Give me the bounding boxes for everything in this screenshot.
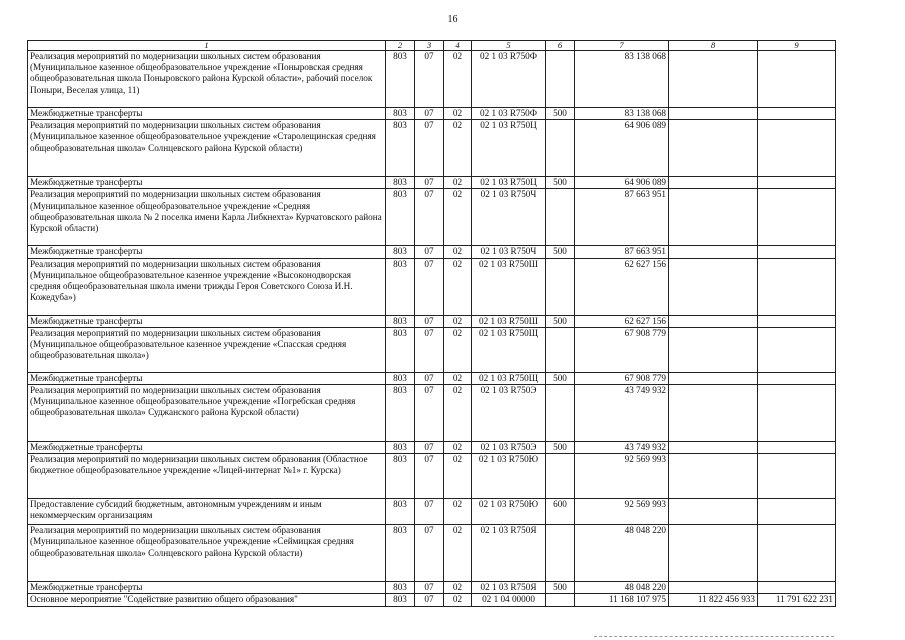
cell-amount-2024: 64 906 089 [575,177,669,189]
cell-amount-2024: 83 138 068 [575,51,669,108]
cell-amount-2025 [669,258,758,315]
cell-target-article: 02 1 03 R750Щ [472,372,546,384]
cell-expense-type [546,51,575,108]
cell-target-article: 02 1 03 R750Ч [472,246,546,258]
cell-amount-2026 [758,454,836,499]
column-number-7: 7 [575,41,669,51]
cell-subsection: 02 [444,442,472,454]
column-number-8: 8 [669,41,758,51]
cell-target-article: 02 1 03 R750Ф [472,108,546,120]
cell-expense-type: 500 [546,246,575,258]
cell-ministry: 803 [386,372,415,384]
cell-amount-2026 [758,51,836,108]
cell-amount-2025 [669,108,758,120]
cell-description: Реализация мероприятий по модернизации школьных систем образования (Областное бюджетное общеобразовательное учреждение «Лицей-интернат №1» г. Курска) [28,454,386,499]
cell-amount-2025 [669,177,758,189]
cell-description: Межбюджетные трансферты [28,246,386,258]
cell-amount-2025 [669,582,758,594]
cell-amount-2026 [758,246,836,258]
cell-description: Межбюджетные трансферты [28,177,386,189]
cell-ministry: 803 [386,189,415,246]
cell-expense-type [546,258,575,315]
cell-description: Межбюджетные трансферты [28,108,386,120]
cell-target-article: 02 1 03 R750Э [472,442,546,454]
cell-amount-2025 [669,315,758,327]
table-row [28,594,836,606]
cell-ministry: 803 [386,442,415,454]
cell-section: 07 [415,51,444,108]
cell-amount-2026 [758,189,836,246]
cell-target-article: 02 1 03 R750Ц [472,120,546,177]
cell-subsection: 02 [444,525,472,582]
column-number-row [28,41,836,51]
cell-amount-2026 [758,177,836,189]
column-number-1: 1 [28,41,386,51]
cell-ministry: 803 [386,499,415,525]
column-number-6: 6 [546,41,575,51]
cell-description: Реализация мероприятий по модернизации школьных систем образования (Муниципальное казенное общеобразовательное учреждение «Старолещинская средняя общеобразовательная школа» Солнцевского района Курской области) [28,120,386,177]
table-row [28,372,836,384]
cell-subsection: 02 [444,108,472,120]
cell-amount-2024: 11 168 107 975 [575,594,669,606]
cell-amount-2024: 87 663 951 [575,246,669,258]
cell-target-article: 02 1 03 R750Ш [472,258,546,315]
cell-section: 07 [415,525,444,582]
cell-amount-2024: 92 569 993 [575,454,669,499]
cell-ministry: 803 [386,594,415,606]
cell-amount-2026 [758,525,836,582]
cell-subsection: 02 [444,120,472,177]
table-row [28,189,836,246]
table-row [28,454,836,499]
cell-expense-type: 500 [546,372,575,384]
cell-amount-2024: 92 569 993 [575,499,669,525]
cell-description: Реализация мероприятий по модернизации школьных систем образования (Муниципальное общеобразовательное казенное учреждение «Спасская средняя общеобразовательная школа») [28,327,386,372]
cell-amount-2026 [758,582,836,594]
cell-amount-2024: 62 627 156 [575,315,669,327]
table-row [28,499,836,525]
cell-subsection: 02 [444,594,472,606]
table-row [28,258,836,315]
cell-ministry: 803 [386,108,415,120]
cell-subsection: 02 [444,582,472,594]
cell-amount-2024: 48 048 220 [575,582,669,594]
table-row [28,108,836,120]
column-number-5: 5 [472,41,546,51]
cell-ministry: 803 [386,315,415,327]
cell-ministry: 803 [386,246,415,258]
cell-description: Реализация мероприятий по модернизации школьных систем образования (Муниципальное казенное общеобразовательное учреждение «Погребская средняя общеобразовательная школа» Суджанского района Курской области) [28,385,386,442]
cell-amount-2025 [669,525,758,582]
cell-section: 07 [415,372,444,384]
table-row [28,177,836,189]
cell-section: 07 [415,258,444,315]
cell-section: 07 [415,120,444,177]
cell-target-article: 02 1 03 R750Ч [472,189,546,246]
cell-amount-2026 [758,120,836,177]
cell-description: Межбюджетные трансферты [28,372,386,384]
cell-expense-type: 500 [546,582,575,594]
scan-artifact-line [594,636,834,638]
cell-amount-2024: 43 749 932 [575,385,669,442]
cell-target-article: 02 1 03 R750Я [472,525,546,582]
cell-section: 07 [415,582,444,594]
cell-amount-2024: 83 138 068 [575,108,669,120]
cell-amount-2024: 64 906 089 [575,120,669,177]
cell-subsection: 02 [444,51,472,108]
cell-subsection: 02 [444,499,472,525]
cell-amount-2025 [669,189,758,246]
table-row [28,246,836,258]
cell-subsection: 02 [444,258,472,315]
cell-ministry: 803 [386,177,415,189]
cell-target-article: 02 1 03 R750Ф [472,51,546,108]
cell-target-article: 02 1 03 R750Ю [472,499,546,525]
cell-amount-2025 [669,454,758,499]
cell-ministry: 803 [386,582,415,594]
cell-section: 07 [415,315,444,327]
table-row [28,525,836,582]
cell-expense-type [546,120,575,177]
cell-amount-2025: 11 822 456 933 [669,594,758,606]
cell-section: 07 [415,442,444,454]
cell-expense-type [546,594,575,606]
cell-amount-2024: 67 908 779 [575,372,669,384]
cell-amount-2026 [758,372,836,384]
cell-description: Основное мероприятие "Содействие развитию общего образования" [28,594,386,606]
column-number-3: 3 [415,41,444,51]
cell-ministry: 803 [386,385,415,442]
cell-expense-type: 500 [546,108,575,120]
cell-target-article: 02 1 03 R750Ц [472,177,546,189]
cell-subsection: 02 [444,372,472,384]
cell-amount-2025 [669,246,758,258]
cell-subsection: 02 [444,385,472,442]
cell-expense-type: 500 [546,315,575,327]
cell-amount-2026 [758,258,836,315]
cell-target-article: 02 1 03 R750Ю [472,454,546,499]
cell-expense-type [546,385,575,442]
cell-amount-2025 [669,51,758,108]
column-number-4: 4 [444,41,472,51]
cell-amount-2026 [758,108,836,120]
cell-description: Межбюджетные трансферты [28,582,386,594]
column-number-9: 9 [758,41,836,51]
cell-target-article: 02 1 03 R750Ш [472,315,546,327]
column-number-2: 2 [386,41,415,51]
cell-amount-2025 [669,372,758,384]
cell-description: Межбюджетные трансферты [28,442,386,454]
cell-ministry: 803 [386,258,415,315]
cell-description: Реализация мероприятий по модернизации школьных систем образования (Муниципальное казенное общеобразовательное учреждение «Средняя общеобразовательная школа № 2 поселка имени Карла Либкнехта» Курчатовского района Курской области) [28,189,386,246]
cell-subsection: 02 [444,189,472,246]
cell-ministry: 803 [386,120,415,177]
cell-target-article: 02 1 03 R750Э [472,385,546,442]
table-row [28,120,836,177]
cell-amount-2024: 48 048 220 [575,525,669,582]
cell-expense-type: 500 [546,177,575,189]
cell-amount-2026: 11 791 622 231 [758,594,836,606]
cell-expense-type [546,454,575,499]
cell-section: 07 [415,246,444,258]
cell-section: 07 [415,594,444,606]
cell-subsection: 02 [444,315,472,327]
cell-amount-2026 [758,499,836,525]
cell-section: 07 [415,499,444,525]
cell-expense-type [546,189,575,246]
cell-expense-type [546,525,575,582]
cell-amount-2025 [669,120,758,177]
cell-amount-2025 [669,499,758,525]
cell-target-article: 02 1 04 00000 [472,594,546,606]
table-row [28,327,836,372]
cell-description: Межбюджетные трансферты [28,315,386,327]
cell-ministry: 803 [386,525,415,582]
cell-amount-2026 [758,315,836,327]
cell-ministry: 803 [386,51,415,108]
table-row [28,385,836,442]
cell-subsection: 02 [444,177,472,189]
cell-section: 07 [415,189,444,246]
cell-ministry: 803 [386,327,415,372]
cell-expense-type: 600 [546,499,575,525]
budget-table [27,40,836,607]
cell-description: Предоставление субсидий бюджетным, автономным учреждениям и иным некоммерческим организациям [28,499,386,525]
table-row [28,442,836,454]
cell-amount-2024: 43 749 932 [575,442,669,454]
cell-expense-type: 500 [546,442,575,454]
table-row [28,51,836,108]
cell-description: Реализация мероприятий по модернизации школьных систем образования (Муниципальное казенное общеобразовательное учреждение «Сеймицкая средняя общеобразовательная школа» Солнцевского района Курской области) [28,525,386,582]
table-row [28,315,836,327]
cell-target-article: 02 1 03 R750Щ [472,327,546,372]
cell-description: Реализация мероприятий по модернизации школьных систем образования (Муниципальное общеобразовательное казенное учреждение «Высоконодворская средняя общеобразовательная школа имени трижды Героя Советского Союза И.Н. Кожедуба») [28,258,386,315]
cell-amount-2026 [758,327,836,372]
cell-description: Реализация мероприятий по модернизации школьных систем образования (Муниципальное казенное общеобразовательное учреждение «Поныровская средняя общеобразовательная школа Поныровского района Курской области», рабочий поселок Поныри, Веселая улица, 11) [28,51,386,108]
cell-amount-2025 [669,327,758,372]
cell-target-article: 02 1 03 R750Я [472,582,546,594]
cell-section: 07 [415,385,444,442]
cell-amount-2026 [758,385,836,442]
cell-section: 07 [415,454,444,499]
cell-subsection: 02 [444,327,472,372]
cell-subsection: 02 [444,246,472,258]
cell-section: 07 [415,327,444,372]
cell-amount-2024: 87 663 951 [575,189,669,246]
table-row [28,582,836,594]
cell-subsection: 02 [444,454,472,499]
cell-section: 07 [415,177,444,189]
cell-amount-2025 [669,385,758,442]
page-number: 16 [447,14,458,25]
cell-section: 07 [415,108,444,120]
cell-amount-2025 [669,442,758,454]
cell-amount-2024: 62 627 156 [575,258,669,315]
cell-amount-2024: 67 908 779 [575,327,669,372]
cell-amount-2026 [758,442,836,454]
cell-expense-type [546,327,575,372]
cell-ministry: 803 [386,454,415,499]
